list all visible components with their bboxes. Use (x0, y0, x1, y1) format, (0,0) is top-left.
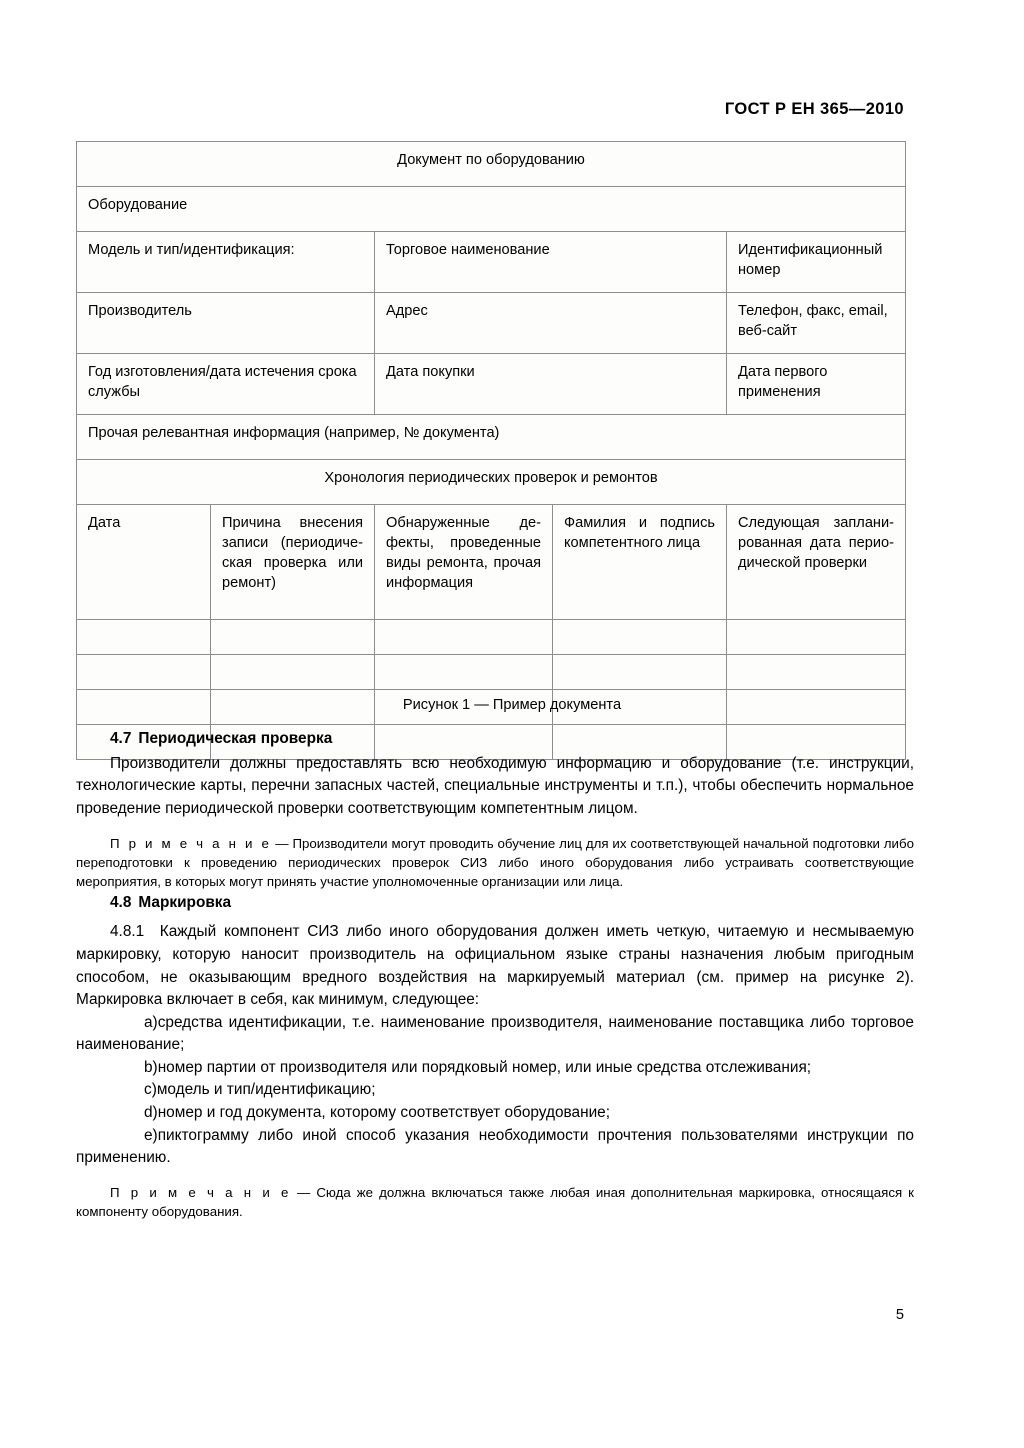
table-cell-address: Адрес (375, 293, 727, 354)
table-header-competent-person: Фамилия и подпись компетентного лица (553, 505, 727, 620)
list-item-text: средства идентификации, т.е. наименование производителя, наименование поставщика либо торговое наименование; (76, 1013, 914, 1054)
document-body (76, 728, 914, 1221)
table-cell-model-label: Модель и тип/идентификация: (77, 232, 375, 293)
table-cell-blank-defects[interactable] (375, 620, 553, 655)
table-cell-blank-reason[interactable] (211, 620, 375, 655)
table-cell-blank-next-date[interactable] (727, 655, 906, 690)
table-cell-blank-reason[interactable] (211, 655, 375, 690)
note-label-4-7: П р и м е ч а н и е (110, 836, 272, 852)
table-header-defects: Обнаруженные де-фекты, проведенные виды ремонта, прочая информация (375, 505, 553, 620)
table-row-manufacturer (77, 293, 906, 354)
table-cell-blank-defects[interactable] (375, 655, 553, 690)
note-4-8 (76, 1184, 914, 1222)
table-cell-contacts: Телефон, факс, email, веб-сайт (727, 293, 906, 354)
list-item-marker: a) (144, 1013, 158, 1031)
table-header-reason: Причина внесения записи (периодиче-ская проверка или ремонт) (211, 505, 375, 620)
list-item-text: номер и год документа, которому соответствует оборудование; (157, 1103, 610, 1121)
figure-caption: Рисунок 1 — Пример документа (402, 697, 622, 713)
table-cell-other-information: Прочая релевантная информация (например, № документа) (77, 415, 906, 460)
table-cell-blank-date[interactable] (77, 620, 211, 655)
table-row-manufacture-year (77, 354, 906, 415)
list-item-text: пиктограмму либо иной способ указания необходимости прочтения пользователями инструкции по применению. (76, 1126, 914, 1167)
section-title-4-7: Периодическая проверка (138, 730, 333, 747)
table-row-blank[interactable] (77, 655, 906, 690)
equipment-document-form-table (76, 141, 906, 760)
table-cell-identification-number: Идентификационный номер (727, 232, 906, 293)
clause-text-4-8-1: Каждый компонент СИЗ либо иного оборудования должен иметь четкую, читаемую и несмываемую маркировку, которую наносит производитель на официальном языке страны назначения любым пригодным способом, не оказывающим вредного воздействия на маркируемый материал (см. пример на рисунке 2). Маркировка включает в себя, как минимум, следующее: (76, 923, 914, 1009)
table-cell-blank-date[interactable] (77, 655, 211, 690)
section-heading-4-8 (76, 892, 914, 915)
list-item (76, 1102, 914, 1125)
table-cell-manufacture-year-label: Год изготовления/дата истечения срока службы (77, 354, 375, 415)
table-cell-blank-competent-person[interactable] (553, 655, 727, 690)
section-number-4-8: 4.8 (110, 893, 132, 911)
table-row-equipment (77, 187, 906, 232)
table-row-blank[interactable] (77, 620, 906, 655)
table-cell-trade-name: Торговое наименование (375, 232, 727, 293)
table-row-title (77, 142, 906, 187)
clause-number-4-8-1: 4.8.1 (110, 923, 145, 941)
note-4-7 (76, 835, 914, 892)
table-row-model (77, 232, 906, 293)
table-cell-blank-competent-person[interactable] (553, 620, 727, 655)
note-text-4-7: — Производители могут проводить обучение лиц для их соответствующей начальной подготовки либо переподготовки к проведению периодических проверок СИЗ либо иного оборудования либо устраивать соответствующие мероприятия, в которых могут принять участие уполномоченные организации или лица. (76, 836, 914, 889)
table-header-date: Дата (77, 505, 211, 620)
table-cell-document-title: Документ по оборудованию (77, 142, 906, 187)
standard-number-header: ГОСТ Р ЕН 365—2010 (724, 100, 904, 118)
list-item-marker: e) (144, 1126, 158, 1144)
table-cell-chronology-title: Хронология периодических проверок и ремонтов (77, 460, 906, 505)
table-cell-first-use-date: Дата первого применения (727, 354, 906, 415)
list-item-marker: c) (144, 1081, 157, 1099)
paragraph-4-8-1 (76, 921, 914, 1011)
list-item-text: номер партии от производителя или порядковый номер, или иные средства отслеживания; (157, 1058, 812, 1076)
table-row-other-information (77, 415, 906, 460)
table-row-chronology-headers (77, 505, 906, 620)
table-cell-manufacturer-label: Производитель (77, 293, 375, 354)
note-label-4-8: П р и м е ч а н и е (110, 1184, 291, 1200)
section-number-4-7: 4.7 (110, 730, 132, 747)
list-item (76, 1079, 914, 1102)
list-item (76, 1125, 914, 1170)
marking-requirements-list (76, 1012, 914, 1170)
table-cell-equipment: Оборудование (77, 187, 906, 232)
table-header-next-inspection-date: Следующая заплани-рованная дата перио-дической проверки (727, 505, 906, 620)
table-cell-purchase-date: Дата покупки (375, 354, 727, 415)
section-heading-4-7 (76, 728, 914, 751)
list-item (76, 1012, 914, 1057)
paragraph-4-7-body: Производители должны предоставлять всю необходимую информацию и оборудование (т.е. инструкции, технологические карты, перечни запасных частей, специальные инструменты и т.п.), чтобы обеспечить нормальное проведение периодической проверки соответствующим компетентным лицом. (76, 754, 914, 817)
list-item-marker: b) (144, 1058, 158, 1076)
table-cell-blank-next-date[interactable] (727, 620, 906, 655)
list-item-text: модель и тип/идентификацию; (156, 1081, 376, 1099)
page-number: 5 (895, 1307, 904, 1323)
note-text-4-8: — Сюда же должна включаться также любая иная дополнительная маркировка, относящаяся к компоненту оборудования. (76, 1184, 914, 1219)
section-title-4-8: Маркировка (138, 893, 232, 911)
list-item-marker: d) (144, 1103, 158, 1121)
list-item (76, 1057, 914, 1080)
table-row-chronology-title (77, 460, 906, 505)
